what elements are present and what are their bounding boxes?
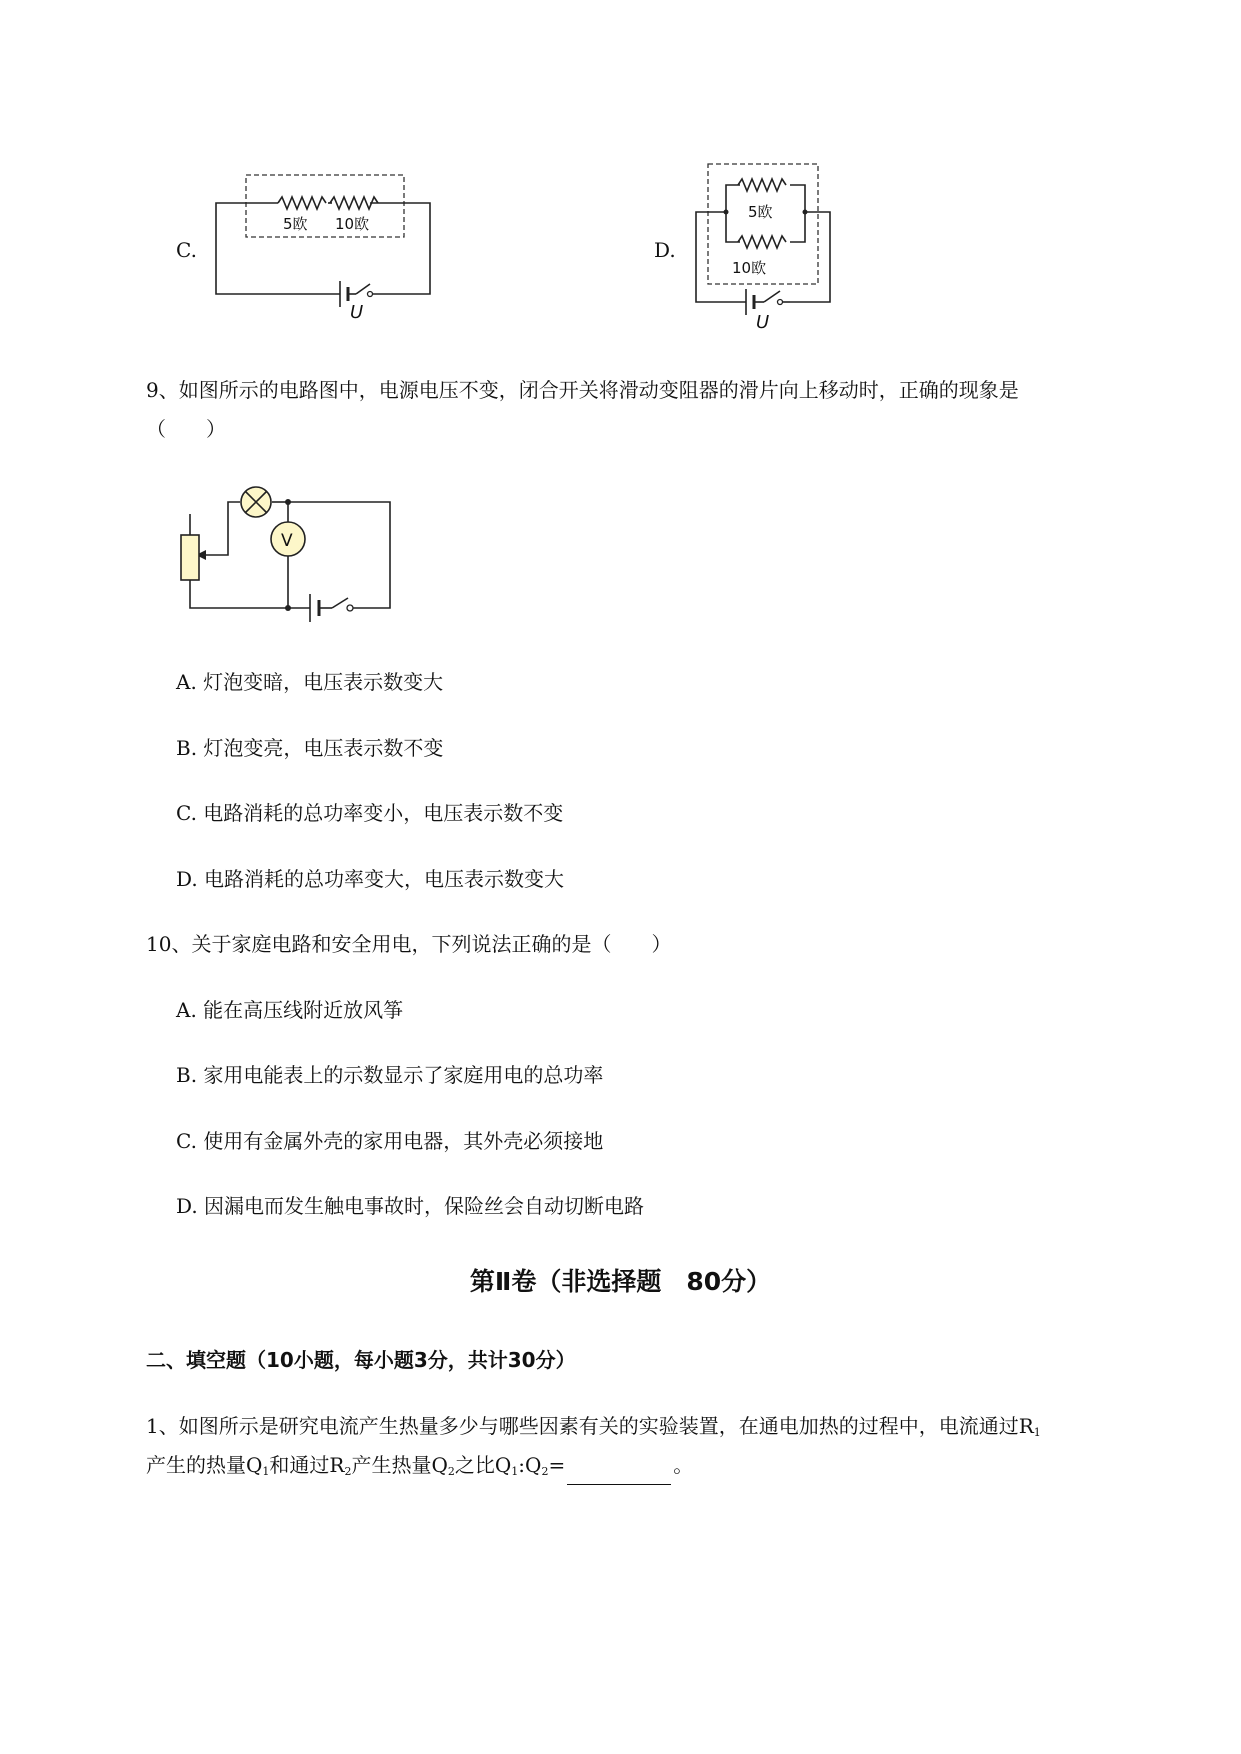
dashed-box [246, 175, 404, 237]
switch-contact [368, 292, 373, 297]
q9-option-b: B. 灯泡变亮，电压表示数不变 [176, 736, 444, 760]
q10-option-d: D. 因漏电而发生触电事故时，保险丝会自动切断电路 [176, 1194, 645, 1218]
switch-contact [778, 300, 783, 305]
option-c-label: C. [176, 238, 197, 262]
switch-contact [347, 605, 353, 611]
junction-dot [724, 210, 729, 215]
fill1-line2: 产生的热量$Q_1$和通过$R_2$产生热量$Q_2$之比$Q_1:Q_2=$ 。 [146, 1452, 693, 1485]
q9-option-d: D. 电路消耗的总功率变大，电压表示数变大 [176, 867, 565, 891]
wire [696, 212, 746, 302]
circuit-d-diagram [690, 160, 840, 340]
rheostat [181, 535, 199, 580]
q9-option-c: C. 电路消耗的总功率变小，电压表示数不变 [176, 801, 564, 825]
voltmeter-label: V [281, 531, 293, 551]
resistor-10-label: 10欧 [335, 215, 370, 233]
junction-dot [285, 499, 291, 505]
voltage-label: U [756, 312, 770, 333]
q9-option-a: A. 灯泡变暗，电压表示数变大 [176, 670, 444, 694]
q9-stem-line2: （ ） [146, 417, 226, 441]
resistor-5-label: 5欧 [748, 203, 773, 221]
fill1-line1: 1、如图所示是研究电流产生热量多少与哪些因素有关的实验装置，在通电加热的过程中，电流通过$R_1$ [146, 1414, 1041, 1439]
wire [288, 502, 390, 608]
q10-stem: 10、关于家庭电路和安全用电，下列说法正确的是（ ） [146, 932, 672, 956]
option-d-label: D. [654, 238, 676, 262]
resistor-10-label: 10欧 [732, 259, 767, 277]
wire [190, 580, 310, 608]
answer-blank[interactable] [567, 1466, 671, 1485]
resistor-5-ohm [278, 197, 326, 209]
resistor-5-label: 5欧 [283, 215, 308, 233]
junction-dot [285, 605, 291, 611]
wire [216, 203, 340, 294]
part2-title: 第Ⅱ卷（非选择题 80分） [469, 1267, 772, 1296]
resistor-10-ohm [330, 197, 378, 209]
wire [790, 212, 830, 302]
wire [370, 203, 430, 294]
voltage-label: U [350, 302, 364, 323]
q10-option-a: A. 能在高压线附近放风筝 [176, 998, 404, 1022]
q10-option-c: C. 使用有金属外壳的家用电器，其外壳必须接地 [176, 1129, 604, 1153]
circuit-q9-diagram [170, 480, 410, 630]
switch-blade [332, 598, 348, 608]
section-fill-in-title: 二、填空题（10小题，每小题3分，共计30分） [146, 1348, 576, 1372]
q9-stem-line1: 9、如图所示的电路图中，电源电压不变，闭合开关将滑动变阻器的滑片向上移动时，正确的现象是 [146, 378, 1019, 402]
circuit-c-diagram [210, 170, 430, 330]
q10-option-b: B. 家用电能表上的示数显示了家庭用电的总功率 [176, 1063, 604, 1087]
junction-dot [803, 210, 808, 215]
wire [201, 502, 240, 555]
